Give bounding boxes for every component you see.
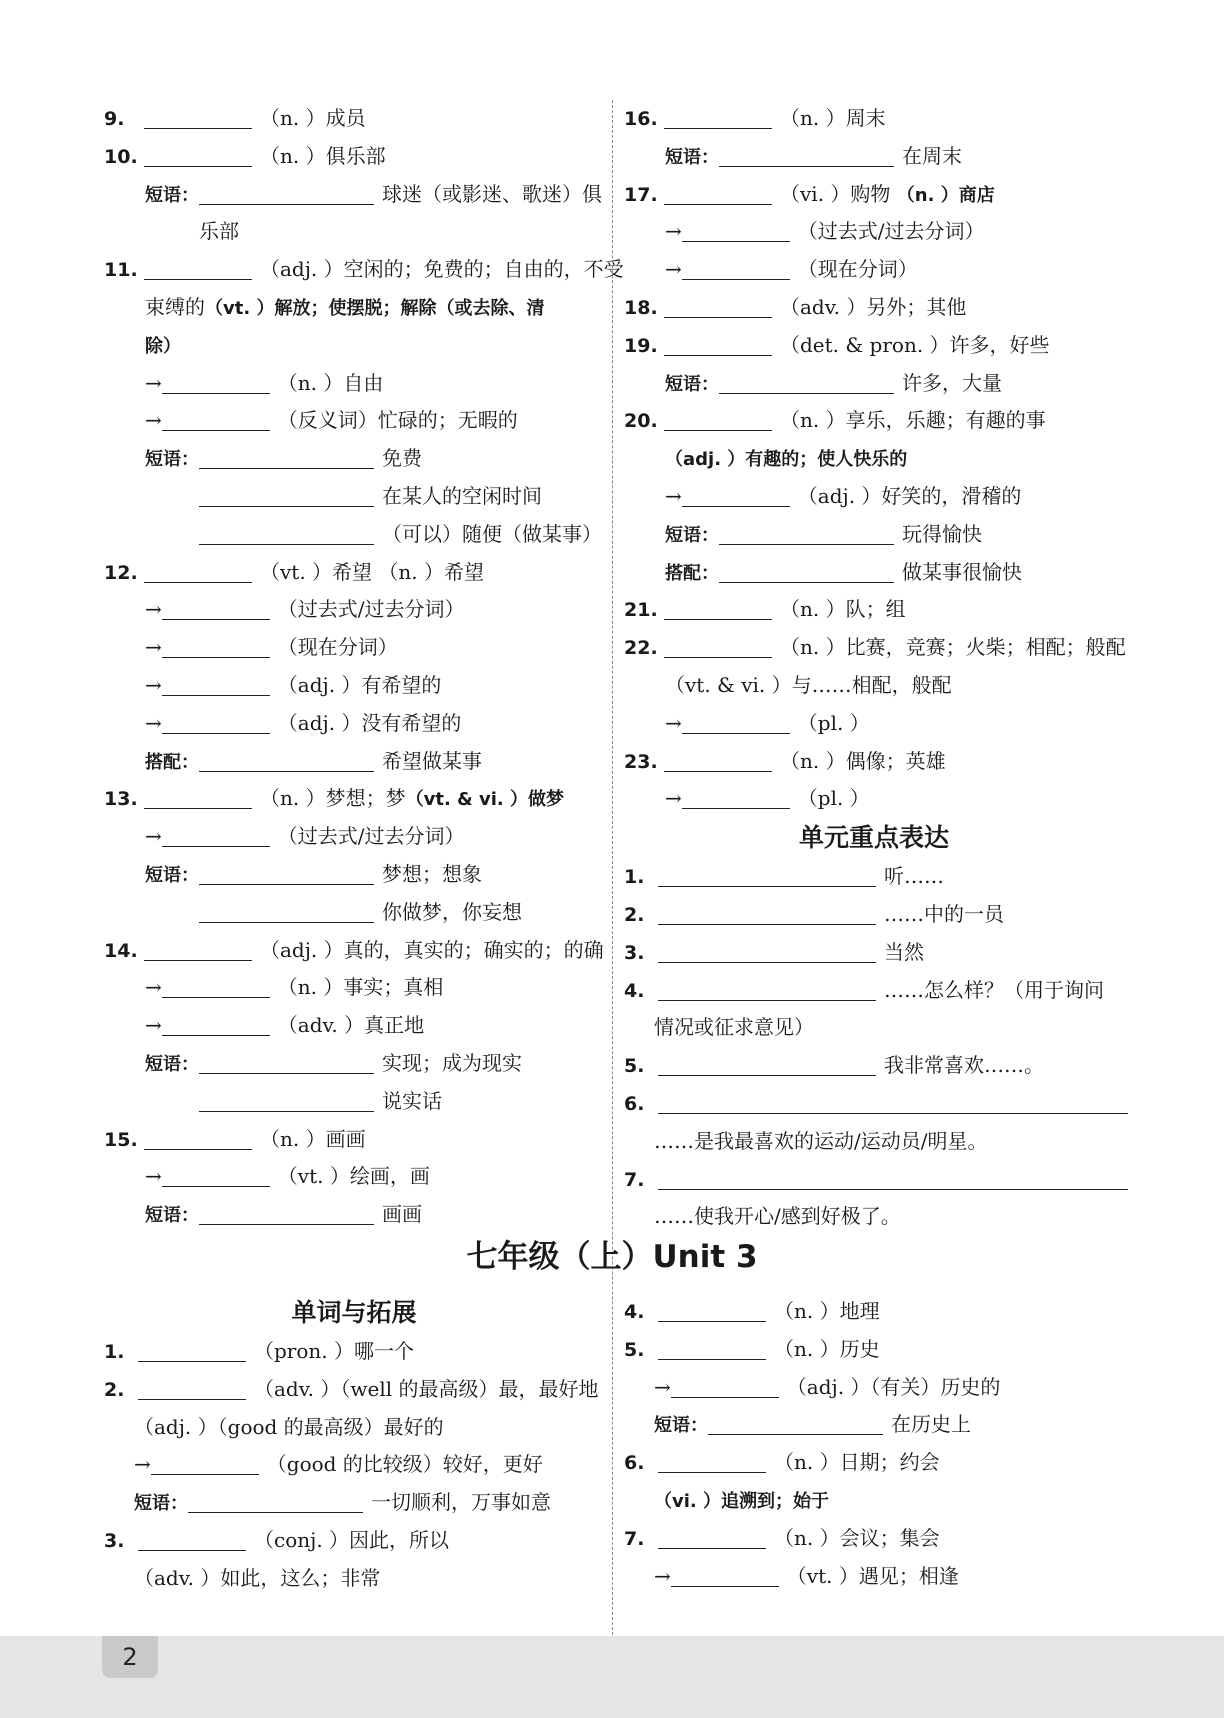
answer-blank[interactable] — [719, 369, 894, 394]
phrase-label: 短语： — [134, 1493, 188, 1515]
continuation-line — [624, 1009, 1124, 1047]
list-item — [104, 138, 604, 176]
answer-blank[interactable] — [199, 898, 374, 923]
item-text: ……使我开心/感到好极了。 — [654, 1204, 901, 1229]
list-item — [624, 1293, 1124, 1331]
arrow-icon: → — [145, 408, 162, 433]
phrase-line — [104, 478, 604, 516]
item-number: 6. — [624, 1452, 645, 1475]
phrase-label: 短语： — [665, 373, 719, 395]
list-item — [104, 251, 624, 289]
item-text: （good 的比较级）较好，更好 — [266, 1452, 543, 1477]
answer-blank[interactable] — [144, 142, 252, 167]
answer-blank[interactable] — [719, 558, 894, 583]
phrase-label: 短语： — [145, 184, 199, 206]
answer-blank[interactable] — [682, 217, 790, 242]
phrase-line — [104, 894, 604, 932]
arrow-icon: → — [665, 786, 682, 811]
phrase-line — [624, 1406, 1124, 1444]
derivative-line — [104, 629, 604, 667]
phrase-line — [624, 138, 1124, 176]
item-number: 2. — [104, 1378, 125, 1401]
arrow-icon: → — [665, 219, 682, 244]
answer-blank[interactable] — [199, 1087, 374, 1112]
item-text: 在周末 — [902, 143, 962, 168]
item-text: （adj. ）好笑的，滑稽的 — [797, 483, 1022, 508]
list-item — [624, 327, 1124, 365]
derivative-line — [104, 705, 604, 743]
arrow-icon: → — [145, 824, 162, 849]
answer-blank[interactable] — [138, 1337, 246, 1362]
answer-blank[interactable] — [664, 747, 772, 772]
derivative-line — [104, 1158, 604, 1196]
item-text: （n. ）会议；集会 — [774, 1525, 940, 1550]
item-text: （vi. ）购物 — [780, 181, 891, 206]
item-text: 情况或征求意见） — [654, 1015, 814, 1040]
item-number: 6. — [624, 1092, 645, 1115]
item-number: 14. — [104, 939, 138, 962]
list-item — [104, 1522, 604, 1560]
derivative-line — [624, 1369, 1124, 1407]
item-number: 10. — [104, 145, 138, 168]
item-text: 你做梦，你妄想 — [382, 899, 522, 924]
phrase-label: 短语： — [665, 524, 719, 546]
arrow-icon: → — [145, 597, 162, 622]
item-number: 13. — [104, 788, 138, 811]
answer-blank[interactable] — [144, 255, 252, 280]
item-text: （反义词）忙碌的；无暇的 — [277, 408, 518, 433]
item-text: （可以）随便（做某事） — [382, 521, 602, 546]
answer-blank[interactable] — [658, 1335, 766, 1360]
list-item — [624, 289, 1124, 327]
collocation-label: 搭配： — [665, 562, 719, 584]
answer-blank[interactable] — [144, 784, 252, 809]
section-heading-vocabulary: 单词与拓展 — [291, 1298, 417, 1327]
phrase-label: 短语： — [654, 1415, 708, 1437]
item-text: （n. ）比赛，竞赛；火柴；相配；般配 — [780, 635, 1126, 660]
bold-text: （vi. ）追溯到；始于 — [654, 1490, 830, 1512]
bold-text: （adj. ）有趣的；使人快乐的 — [665, 449, 908, 471]
phrase-line — [104, 440, 604, 478]
answer-blank[interactable] — [664, 406, 772, 431]
list-item — [624, 176, 1124, 214]
answer-blank[interactable] — [162, 822, 270, 847]
derivative-line — [104, 667, 604, 705]
right-column-top — [624, 100, 1124, 1236]
answer-blank[interactable] — [664, 331, 772, 356]
right-column-bottom — [624, 1293, 1124, 1595]
list-item — [624, 591, 1124, 629]
list-item — [104, 1121, 604, 1159]
list-item — [624, 858, 1124, 896]
item-text: （n. ）地理 — [774, 1299, 880, 1323]
derivative-line — [624, 705, 1124, 743]
item-text: （n. ）画画 — [260, 1126, 366, 1151]
section-heading-expressions: 单元重点表达 — [798, 823, 949, 853]
item-text: （adv. ）另外；其他 — [780, 294, 967, 319]
derivative-line — [104, 1007, 604, 1045]
item-number: 23. — [624, 750, 658, 773]
list-item — [624, 972, 1124, 1010]
item-number: 3. — [104, 1529, 125, 1552]
bold-text: 除） — [145, 335, 181, 357]
list-item — [624, 1085, 1124, 1123]
answer-blank[interactable] — [199, 482, 374, 507]
item-text: （n. ）日期；约会 — [774, 1450, 940, 1475]
answer-blank[interactable] — [199, 1200, 374, 1225]
item-text: （conj. ）因此，所以 — [254, 1527, 450, 1552]
answer-blank[interactable] — [658, 1089, 1128, 1114]
continuation-line — [624, 1482, 1124, 1520]
phrase-line — [104, 856, 604, 894]
item-number: 1. — [104, 1341, 125, 1363]
item-text: 实现；成为现实 — [382, 1050, 522, 1075]
item-text: （n. ）自由 — [277, 370, 384, 395]
answer-blank[interactable] — [658, 976, 876, 1001]
item-text: 在历史上 — [891, 1412, 971, 1437]
arrow-icon: → — [145, 710, 162, 735]
answer-blank[interactable] — [719, 520, 894, 545]
answer-blank[interactable] — [664, 633, 772, 658]
phrase-line — [624, 365, 1124, 403]
item-number: 5. — [624, 1338, 645, 1361]
arrow-icon: → — [145, 672, 162, 697]
page-number: 2 — [102, 1636, 158, 1678]
phrase-line — [624, 516, 1124, 554]
item-text: 一切顺利，万事如意 — [371, 1490, 551, 1515]
list-item — [624, 743, 1124, 781]
list-item — [624, 1047, 1124, 1085]
answer-blank[interactable] — [682, 482, 790, 507]
item-text: （adv. ）如此，这么；非常 — [134, 1565, 381, 1590]
item-text: （vt. ）遇见；相逢 — [786, 1563, 959, 1588]
item-text: 玩得愉快 — [902, 521, 982, 546]
item-number: 21. — [624, 599, 658, 622]
list-item — [624, 934, 1124, 972]
answer-blank[interactable] — [664, 104, 772, 129]
answer-blank[interactable] — [199, 520, 374, 545]
item-text: （n. ）成员 — [260, 106, 366, 130]
list-item — [104, 932, 604, 970]
item-text: ……中的一员 — [884, 901, 1004, 926]
phrase-line — [104, 1196, 604, 1234]
item-text: （vt. ）绘画，画 — [277, 1164, 430, 1189]
item-text: 束缚的 — [145, 294, 205, 319]
item-number: 9. — [104, 108, 125, 130]
collocation-label: 搭配： — [145, 751, 199, 773]
answer-blank[interactable] — [144, 936, 252, 961]
continuation-line — [624, 667, 1124, 705]
list-item — [624, 1520, 1124, 1558]
answer-blank[interactable] — [144, 558, 252, 583]
answer-blank[interactable] — [658, 1448, 766, 1473]
item-text: （adj. ）（good 的最高级）最好的 — [134, 1414, 444, 1439]
item-number: 17. — [624, 183, 658, 206]
item-text: （vt. & vi. ）与……相配，般配 — [665, 672, 952, 697]
bold-text: （vt. & vi. ）做梦 — [405, 789, 565, 811]
list-item — [104, 780, 604, 818]
answer-blank[interactable] — [162, 709, 270, 734]
item-text: 做某事很愉快 — [902, 559, 1022, 584]
list-item — [104, 100, 604, 138]
list-item — [624, 1444, 1124, 1482]
continuation-line — [624, 1123, 1124, 1161]
phrase-label: 短语： — [665, 146, 719, 168]
item-text: （adv. ）真正地 — [277, 1013, 425, 1038]
list-item — [624, 896, 1124, 934]
continuation-line — [104, 213, 604, 251]
derivative-line — [624, 1558, 1124, 1596]
item-text: （n. ）梦想；梦 — [260, 786, 406, 811]
item-text: 希望做某事 — [382, 748, 482, 773]
item-text: （adv. ）（well 的最高级）最，最好地 — [254, 1376, 599, 1401]
answer-blank[interactable] — [664, 293, 772, 318]
item-text: （现在分词） — [797, 257, 918, 282]
list-item — [624, 1161, 1124, 1199]
continuation-line — [104, 1409, 604, 1447]
continuation-line — [104, 1560, 604, 1598]
item-number: 15. — [104, 1128, 138, 1151]
answer-blank[interactable] — [682, 255, 790, 280]
answer-blank[interactable] — [658, 1297, 766, 1322]
item-text: 听…… — [884, 864, 944, 889]
phrase-label: 短语： — [145, 1053, 199, 1075]
left-column-bottom — [104, 1293, 604, 1598]
item-text: （adj. ）有希望的 — [277, 672, 442, 697]
list-item — [624, 1331, 1124, 1369]
answer-blank[interactable] — [664, 595, 772, 620]
derivative-line — [624, 251, 1124, 289]
item-text: 乐部 — [199, 219, 239, 244]
answer-blank[interactable] — [162, 595, 270, 620]
item-number: 19. — [624, 334, 658, 357]
answer-blank[interactable] — [658, 1165, 1128, 1190]
answer-blank[interactable] — [199, 444, 374, 469]
item-text: 免费 — [382, 446, 422, 471]
item-text: （pl. ） — [797, 786, 870, 811]
answer-blank[interactable] — [658, 938, 876, 963]
item-text: （现在分词） — [277, 635, 398, 660]
arrow-icon: → — [145, 1164, 162, 1189]
item-number: 1. — [624, 866, 645, 889]
item-number: 2. — [624, 903, 645, 926]
continuation-line — [104, 289, 604, 327]
item-text: ……怎么样？（用于询问 — [884, 977, 1104, 1002]
answer-blank[interactable] — [144, 1125, 252, 1150]
item-text: 当然 — [884, 939, 924, 964]
derivative-line — [104, 402, 604, 440]
item-text: 说实话 — [382, 1088, 442, 1113]
item-text: （n. ）历史 — [774, 1336, 880, 1361]
list-item — [104, 1371, 604, 1409]
answer-blank[interactable] — [664, 180, 772, 205]
item-number: 5. — [624, 1055, 645, 1078]
left-column-top — [104, 100, 624, 1234]
bold-text: （vt. ）解放；使摆脱；解除（或去除、清 — [205, 297, 545, 319]
unit-title: 七年级（上）Unit 3 — [466, 1239, 758, 1275]
arrow-icon: → — [145, 370, 162, 395]
answer-blank[interactable] — [138, 1526, 246, 1551]
arrow-icon: → — [665, 710, 682, 735]
derivative-line — [624, 780, 1124, 818]
item-text: （n. ）享乐，乐趣；有趣的事 — [780, 408, 1046, 433]
item-number: 4. — [624, 1301, 645, 1323]
item-text: 球迷（或影迷、歌迷）俱 — [382, 181, 602, 206]
bold-text: （n. ）商店 — [896, 184, 995, 206]
derivative-line — [104, 365, 604, 403]
answer-blank[interactable] — [199, 1049, 374, 1074]
answer-blank[interactable] — [162, 406, 270, 431]
answer-blank[interactable] — [151, 1450, 259, 1475]
arrow-icon: → — [134, 1452, 151, 1477]
answer-blank[interactable] — [162, 671, 270, 696]
arrow-icon: → — [654, 1374, 671, 1399]
continuation-line — [104, 327, 604, 365]
answer-blank[interactable] — [162, 973, 270, 998]
derivative-line — [624, 478, 1124, 516]
item-text: （n. ）偶像；英雄 — [780, 748, 946, 773]
arrow-icon: → — [654, 1563, 671, 1588]
item-text: （n. ）俱乐部 — [260, 143, 386, 168]
item-text: （vt. ）希望 （n. ）希望 — [260, 559, 485, 584]
derivative-line — [104, 818, 604, 856]
phrase-label: 短语： — [145, 1205, 199, 1227]
arrow-icon: → — [145, 635, 162, 660]
item-number: 20. — [624, 410, 658, 433]
list-item — [624, 629, 1124, 667]
item-text: （adj. ）空闲的；免费的；自由的，不受 — [260, 257, 624, 282]
answer-blank[interactable] — [658, 862, 876, 887]
list-item — [624, 402, 1124, 440]
item-text: 我非常喜欢……。 — [884, 1053, 1044, 1078]
answer-blank[interactable] — [682, 709, 790, 734]
answer-blank[interactable] — [199, 747, 374, 772]
item-text: （adj. ）真的，真实的；确实的；的确 — [260, 937, 604, 962]
item-text: （n. ）周末 — [780, 106, 886, 130]
collocation-line — [104, 743, 604, 781]
answer-blank[interactable] — [671, 1562, 779, 1587]
phrase-line — [104, 176, 604, 214]
item-text: ……是我最喜欢的运动/运动员/明星。 — [654, 1128, 988, 1153]
answer-blank[interactable] — [682, 784, 790, 809]
phrase-line — [104, 1045, 604, 1083]
item-text: 在某人的空闲时间 — [382, 483, 542, 508]
phrase-line — [104, 516, 604, 554]
item-text: （过去式/过去分词） — [277, 824, 465, 849]
answer-blank[interactable] — [671, 1373, 779, 1398]
item-text: 画画 — [382, 1202, 422, 1227]
item-text: （adj. ）没有希望的 — [277, 710, 462, 735]
answer-blank[interactable] — [188, 1488, 363, 1513]
item-number: 11. — [104, 259, 138, 282]
item-text: （adj. ）（有关）历史的 — [786, 1374, 1001, 1399]
item-number: 12. — [104, 561, 138, 584]
list-item — [104, 1333, 604, 1371]
answer-blank[interactable] — [162, 633, 270, 658]
answer-blank[interactable] — [162, 1011, 270, 1036]
answer-blank[interactable] — [199, 180, 374, 205]
derivative-line — [104, 1446, 604, 1484]
collocation-line — [624, 554, 1124, 592]
answer-blank[interactable] — [658, 1524, 766, 1549]
item-number: 7. — [624, 1527, 645, 1550]
item-text: 梦想；想象 — [382, 861, 482, 886]
phrase-label: 短语： — [145, 449, 199, 471]
answer-blank[interactable] — [708, 1410, 883, 1435]
derivative-line — [104, 969, 604, 1007]
phrase-line — [104, 1484, 604, 1522]
page-footer — [0, 1636, 1224, 1718]
phrase-line — [104, 1083, 604, 1121]
item-text: （n. ）事实；真相 — [277, 975, 444, 1000]
item-text: （det. & pron. ）许多，好些 — [780, 332, 1050, 357]
item-text: （过去式/过去分词） — [797, 219, 985, 244]
arrow-icon: → — [665, 257, 682, 282]
list-item — [624, 100, 1124, 138]
list-item — [104, 554, 604, 592]
answer-blank[interactable] — [162, 369, 270, 394]
item-number: 7. — [624, 1168, 645, 1191]
answer-blank[interactable] — [138, 1375, 246, 1400]
phrase-label: 短语： — [145, 864, 199, 886]
continuation-line — [624, 440, 1124, 478]
derivative-line — [624, 213, 1124, 251]
arrow-icon: → — [145, 975, 162, 1000]
item-text: （n. ）队；组 — [780, 597, 906, 622]
item-number: 3. — [624, 941, 645, 964]
answer-blank[interactable] — [658, 900, 876, 925]
arrow-icon: → — [665, 483, 682, 508]
answer-blank[interactable] — [199, 860, 374, 885]
item-number: 22. — [624, 637, 658, 660]
derivative-line — [104, 591, 604, 629]
column-divider — [612, 100, 613, 1660]
answer-blank[interactable] — [144, 104, 252, 129]
answer-blank[interactable] — [162, 1162, 270, 1187]
item-number: 4. — [624, 979, 645, 1002]
item-text: （pron. ）哪一个 — [254, 1339, 414, 1363]
item-number: 16. — [624, 108, 658, 130]
answer-blank[interactable] — [658, 1051, 876, 1076]
item-number: 18. — [624, 296, 658, 319]
answer-blank[interactable] — [719, 142, 894, 167]
arrow-icon: → — [145, 1013, 162, 1038]
item-text: （过去式/过去分词） — [277, 597, 465, 622]
item-text: 许多，大量 — [902, 370, 1002, 395]
item-text: （pl. ） — [797, 710, 870, 735]
